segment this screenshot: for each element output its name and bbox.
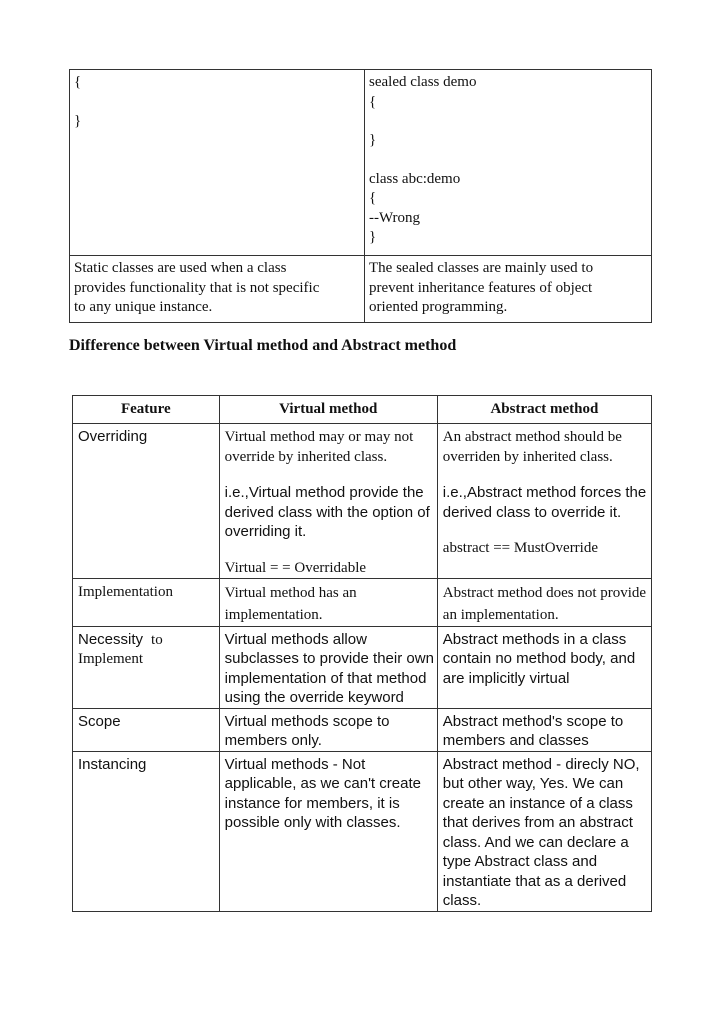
cell-paragraph: abstract == MustOverride [442,540,599,556]
abstract-cell: Abstract method - direcly NO, but other way, Yes. We can create an instance of a class that derives from an abstract class. And we can declare a type Abstract class and instantiate that as a derived class. [437,751,651,911]
abstract-cell [437,424,651,579]
text-line: The sealed classes are mainly used to [369,260,594,276]
cell-paragraph: Virtual = = Overridable [224,559,367,576]
code-line: } [74,112,82,129]
code-line: --Wrong [369,209,421,226]
feature-cell [73,626,220,708]
text-line: oriented programming. [369,299,508,315]
feature-cell: Overriding [73,424,220,579]
text-line: to any unique instance. [74,299,213,315]
text-line: provides functionality that is not specific [74,279,320,296]
text-line: prevent inheritance features of object [369,279,593,296]
abstract-cell: Abstract method's scope to members and classes [437,708,651,751]
abstract-cell: Abstract methods in a class contain no method body, and are implicitly virtual [437,626,651,708]
table-row-necessity [73,626,652,708]
sealed-class-description [365,256,652,323]
table-row-overriding [73,424,652,579]
header-feature: Feature [73,396,220,424]
static-vs-sealed-table [69,69,652,323]
header-virtual-method: Virtual method [219,396,437,424]
code-line: { [369,190,377,206]
virtual-cell: Virtual methods - Not applicable, as we can't create instance for members, it is possible only with classes. [219,751,437,911]
virtual-cell: Virtual method has an implementation. [219,578,437,626]
code-line: } [369,229,377,245]
cell-paragraph: Virtual method may or may not override by inherited class. [224,429,414,465]
code-line: class abc:demo [369,170,461,187]
abstract-cell: Abstract method does not provide an implementation. [437,578,651,626]
feature-text: to [151,631,163,648]
table-row-implementation [73,578,652,626]
feature-cell: Scope [73,708,220,751]
feature-text: Implement [78,651,143,667]
virtual-cell: Virtual methods scope to members only. [219,708,437,751]
table-header-row [73,396,652,424]
static-class-code-cell [70,70,365,256]
table-row-instancing [73,751,652,911]
code-line: { [74,74,82,90]
virtual-vs-abstract-table [72,395,652,912]
feature-cell: Implementation [73,578,220,626]
sealed-class-code-cell [365,70,652,256]
feature-cell: Instancing [73,751,220,911]
cell-paragraph: i.e.,Abstract method forces the derived class to override it. [442,484,647,521]
cell-paragraph: i.e.,Virtual method provide the derived class with the option of overriding it. [224,484,430,540]
code-line: } [369,132,377,148]
code-line-blank [74,93,364,112]
header-abstract-method: Abstract method [437,396,651,424]
virtual-cell: Virtual methods allow subclasses to provide their own implementation of that method using the override keyword [219,626,437,708]
code-line-blank [369,151,651,170]
text-line: Static classes are used when a class [74,260,287,276]
section-heading: Difference between Virtual method and Abstract method [69,337,457,354]
virtual-cell [219,424,437,579]
table-row-scope [73,708,652,751]
cell-paragraph: An abstract method should be overriden by inherited class. [442,429,622,465]
code-line: { [369,93,377,110]
code-line: sealed class demo [369,74,477,90]
static-class-description [70,256,365,323]
feature-text: Necessity [78,630,144,648]
code-line-blank [369,112,651,131]
